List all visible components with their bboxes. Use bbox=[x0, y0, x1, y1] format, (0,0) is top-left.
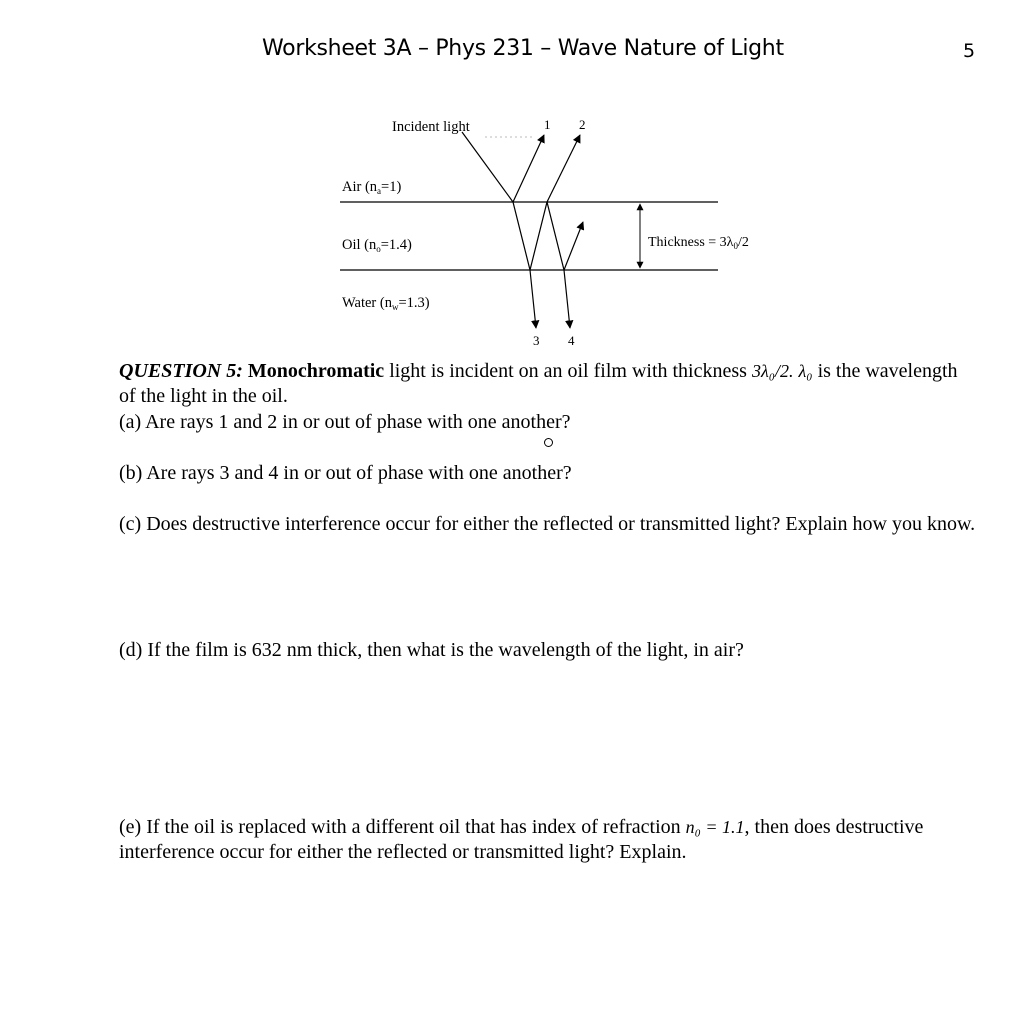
oil-up-ray bbox=[564, 222, 583, 270]
question-intro: QUESTION 5: Monochromatic light is incident on an oil film with thickness 3λ₀/2. λ₀ is the wavelength of the light in the oil. bbox=[119, 360, 958, 407]
part-e: (e) If the oil is replaced with a different oil that has index of refraction n₀ = 1.1, then does destructive interference occur for either the reflected or transmitted light? Explain. bbox=[119, 816, 924, 863]
part-a: (a) Are rays 1 and 2 in or out of phase with one another? bbox=[119, 411, 571, 433]
ray-1-label: 1 bbox=[544, 117, 551, 132]
ray-4 bbox=[564, 270, 570, 328]
refracted-ray bbox=[513, 202, 530, 270]
air-label: Air $(n_a=1)$ bbox=[342, 179, 402, 196]
page-title: Worksheet 3A – Phys 231 – Wave Nature of Light bbox=[262, 36, 784, 61]
oil-reflected-ray bbox=[530, 202, 547, 270]
page-number: 5 bbox=[963, 40, 976, 62]
bold-word: Monochromatic bbox=[247, 360, 385, 382]
ray-1 bbox=[513, 135, 544, 202]
ray-4-label: 4 bbox=[568, 333, 575, 348]
circle-marker bbox=[544, 438, 553, 447]
oil-label: Oil $(n_o=1.4)$ bbox=[342, 237, 412, 254]
water-label: Water $(n_w=1.3)$ bbox=[342, 295, 430, 312]
part-b: (b) Are rays 3 and 4 in or out of phase with one another? bbox=[119, 462, 572, 484]
ray-2 bbox=[547, 135, 580, 202]
question-label: QUESTION 5: bbox=[119, 360, 243, 382]
second-down-ray bbox=[547, 202, 564, 270]
thickness-label: Thickness = $3\lambda_0/2$ bbox=[648, 235, 749, 251]
incident-ray bbox=[462, 132, 513, 202]
ray-2-label: 2 bbox=[579, 117, 586, 132]
part-c: (c) Does destructive interference occur for either the reflected or transmitted light? Explain how you know. bbox=[119, 513, 976, 535]
part-d: (d) If the film is 632 nm thick, then what is the wavelength of the light, in air? bbox=[119, 639, 744, 661]
thin-film-diagram bbox=[330, 100, 790, 350]
ray-3 bbox=[530, 270, 536, 328]
incident-light-label: Incident light bbox=[392, 119, 470, 135]
ray-3-label: 3 bbox=[533, 333, 540, 348]
